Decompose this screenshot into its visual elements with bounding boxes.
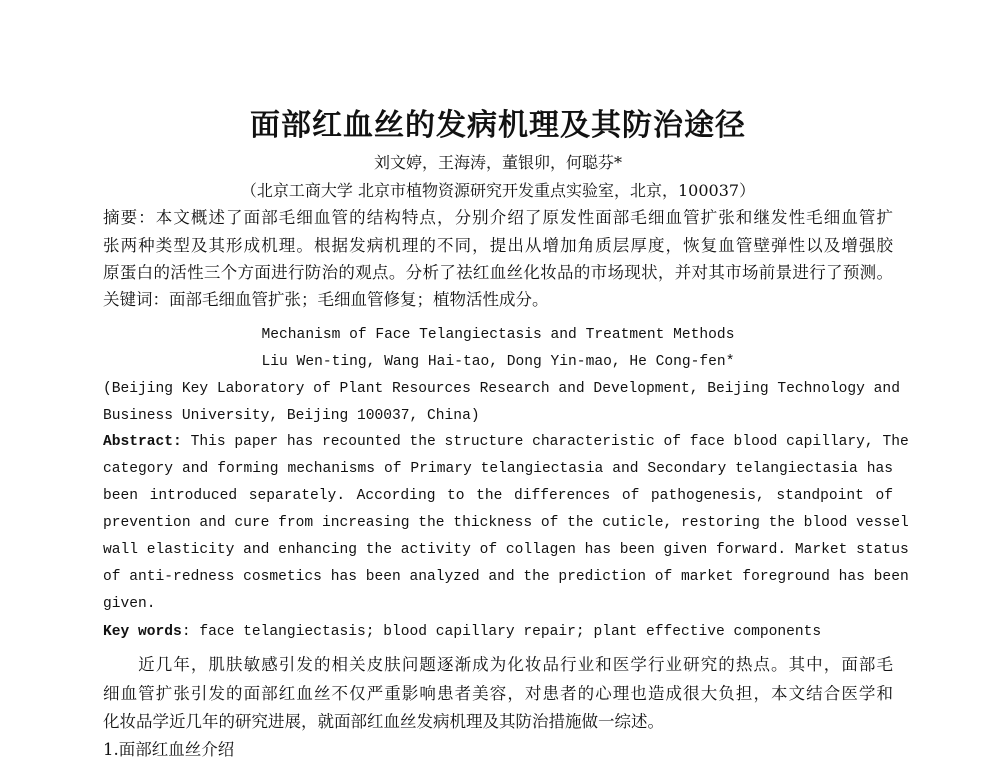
body-line: 近几年，肌肤敏感引发的相关皮肤问题逐渐成为化妆品行业和医学行业研究的热点。其中，面部毛: [103, 655, 893, 674]
abstract-en-line: wall elasticity and enhancing the activity of collagen has been given forward. Market status: [103, 542, 909, 558]
affiliation-en-line: (Beijing Key Laboratory of Plant Resources Research and Development, Beijing Technology and: [103, 381, 900, 397]
abstract-en-text: This paper has recounted the structure characteristic of face blood capillary, The: [181, 434, 909, 450]
authors-cn: 刘文婷，王海涛，董银卯，何聪芬*: [373, 153, 622, 172]
abstract-en-line: given.: [103, 596, 156, 612]
abstract-en-line: of anti-redness cosmetics has been analyzed and the prediction of market foreground has been: [103, 569, 909, 585]
abstract-cn-line: 原蛋白的活性三个方面进行防治的观点。分析了祛红血丝化妆品的市场现状，并对其市场前景进行了预测。: [103, 263, 893, 282]
section-heading: 1.面部红血丝介绍: [103, 740, 235, 759]
affiliation-en-line: Business University, Beijing 100037, China): [103, 408, 480, 424]
paper-title: 面部红血丝的发病机理及其防治途径: [250, 108, 746, 143]
authors-en: Liu Wen-ting, Wang Hai-tao, Dong Yin-mao, He Cong-fen*: [261, 354, 735, 370]
keywords-en-text: : face telangiectasis; blood capillary repair; plant effective components: [181, 624, 822, 640]
abstract-en-label: Abstract:: [103, 434, 182, 450]
abstract-en-line: [103, 434, 909, 450]
abstract-cn-line: 张两种类型及其形成机理。根据发病机理的不同，提出从增加角质层厚度，恢复血管壁弹性以及增强胶: [103, 236, 893, 255]
abstract-cn-line: 摘要：本文概述了面部毛细血管的结构特点，分别介绍了原发性面部毛细血管扩张和继发性毛细血管扩: [103, 208, 893, 227]
title-en: Mechanism of Face Telangiectasis and Treatment Methods: [261, 327, 735, 343]
affiliation-cn: （北京工商大学 北京市植物资源研究开发重点实验室，北京，100037）: [240, 181, 756, 200]
abstract-en-line: been introduced separately. According to the differences of pathogenesis, standpoint of: [103, 488, 893, 504]
abstract-en-line: prevention and cure from increasing the thickness of the cuticle, restoring the blood vessel: [103, 515, 909, 531]
keywords-cn: 关键词：面部毛细血管扩张；毛细血管修复；植物活性成分。: [103, 290, 549, 309]
body-line: 化妆品学近几年的研究进展，就面部红血丝发病机理及其防治措施做一综述。: [103, 712, 664, 731]
keywords-en-label: Key words: [103, 624, 182, 640]
keywords-en: [103, 624, 893, 640]
abstract-en-line: category and forming mechanisms of Primary telangiectasia and Secondary telangiectasia has: [103, 461, 893, 477]
body-line: 细血管扩张引发的面部红血丝不仅严重影响患者美容，对患者的心理也造成很大负担，本文结合医学和: [103, 684, 893, 703]
